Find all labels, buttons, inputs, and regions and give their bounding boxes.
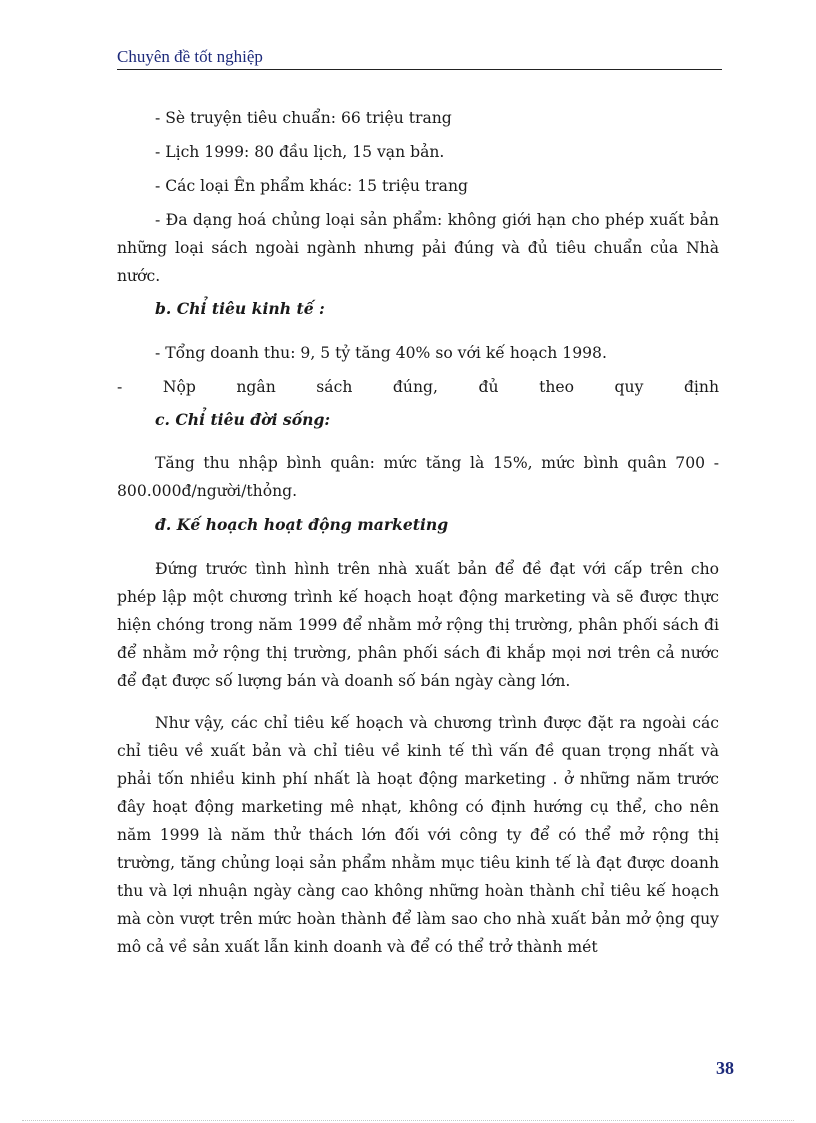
section-heading-c: c. Chỉ tiêu đời sống: <box>155 409 331 429</box>
list-item: - Sè truyện tiêu chuẩn: 66 triệu trang <box>155 109 452 127</box>
list-item: - Nộp ngân sách đúng, đủ theo quy định <box>117 377 719 396</box>
list-item: - Các loại Ên phẩm khác: 15 triệu trang <box>155 177 468 195</box>
diversify-paragraph: - Đa dạng hoá chủng loại sản phẩm: không giới hạn cho phép xuất bản những loại sách ngoài ngành nhưng pải đúng và đủ tiêu chuẩn của Nhà nước. <box>117 211 719 285</box>
list-item: - Lịch 1999: 80 đầu lịch, 15 vạn bản. <box>155 143 445 161</box>
income-paragraph: Tăng thu nhập bình quân: mức tăng là 15%, mức bình quân 700 - 800.000đ/người/thỏng. <box>117 454 719 501</box>
footer-divider <box>22 1120 794 1121</box>
page-number: 38 <box>716 1058 734 1078</box>
section-heading-b: b. Chỉ tiêu kinh tế : <box>155 299 325 318</box>
list-item: - Tổng doanh thu: 9, 5 tỷ tăng 40% so với kế hoạch 1998. <box>155 343 607 362</box>
section-heading-d: đ. Kế hoạch hoạt động marketing <box>155 515 449 535</box>
page-header <box>117 47 722 70</box>
document-body <box>117 104 719 961</box>
body-paragraph: Như vậy, các chỉ tiêu kế hoạch và chương trình được đặt ra ngoài các chỉ tiêu về xuất bản và chỉ tiêu về kinh tế thì vấn đề quan trọng nhất và phải tốn nhiều kinh phí nhất là hoạt động marketing . ở những năm trước đây hoạt động marketing mê nhạt, không có định hướng cụ thể, cho nên năm 1999 là năm thử thách lớn đối với công ty để có thể mở rộng thị trường, tăng chủng loại sản phẩm nhằm mục tiêu kinh tế là đạt được doanh thu và lợi nhuận ngày càng cao không những hoàn thành chỉ tiêu kế hoạch mà còn vượt trên mức hoàn thành để làm sao cho nhà xuất bản mở ộng quy mô cả về sản xuất lẫn kinh doanh và để có thể trở thành mét <box>117 713 719 956</box>
body-paragraph: Đứng trước tình hình trên nhà xuất bản để đề đạt với cấp trên cho phép lập một chương trình kế hoạch hoạt động marketing và sẽ được thực hiện chóng trong năm 1999 để nhằm mở rộng thị trường, phân phối sách đi để nhằm mở rộng thị trường, phân phối sách đi khắp mọi nơi trên cả nước để đạt được số lượng bán và doanh số bán ngày càng lớn. <box>117 559 719 690</box>
header-title: Chuyên đề tốt nghiệp <box>117 47 263 66</box>
